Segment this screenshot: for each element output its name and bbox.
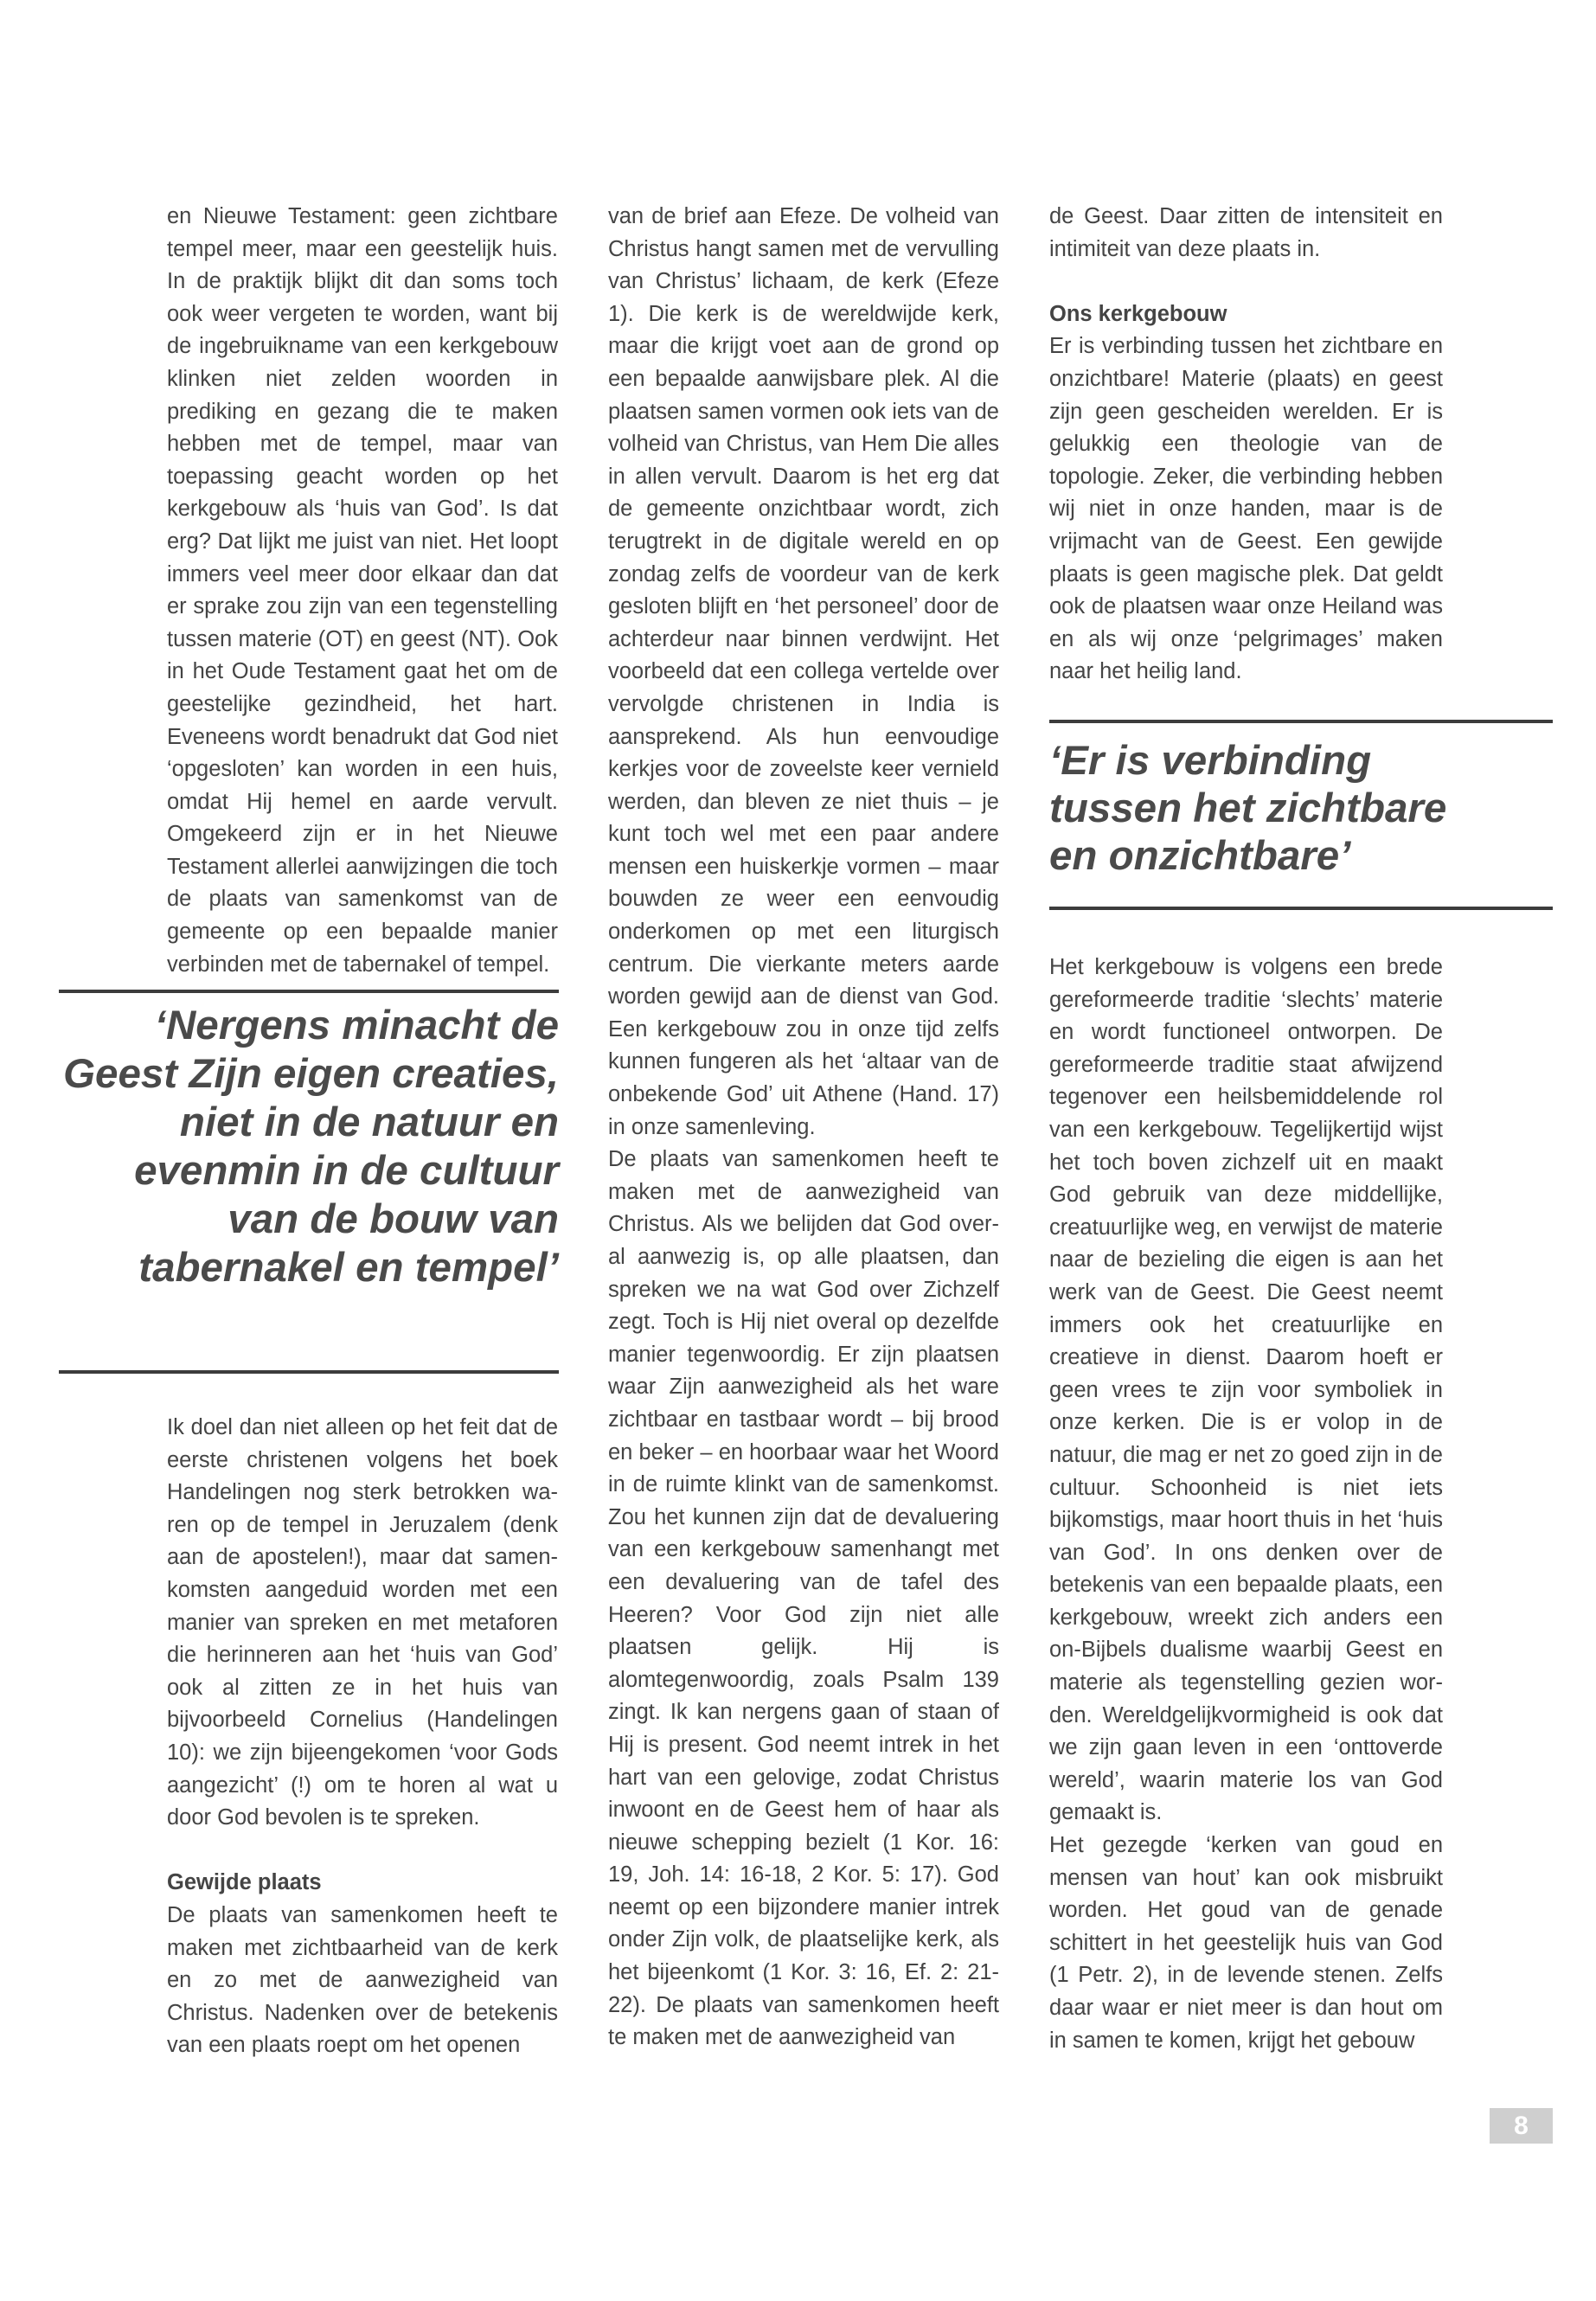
article-column-3-continued: [1049, 952, 1443, 2057]
article-column-2: [608, 201, 999, 2054]
section-heading: Ons kerkgebouw: [1049, 301, 1227, 326]
paragraph: Ik doel dan niet alleen op het feit dat de eerste christenen volgens het boek Handelingen nog sterk betrokken wa-ren op de tempel in Jeruzalem (denk aan de apostelen!), maar dat samen-komsten aangeduid worden met een manier van spreken en met metaforen die herinneren aan het ‘huis van God’ ook al zitten ze in het huis van bijvoorbeeld Cornelius (Handelingen 10): we zijn bijeengekomen ‘voor Gods aangezicht’ (!) om te horen al wat u door God bevolen is te spreken.: [167, 1415, 558, 1830]
paragraph: en Nieuwe Testament: geen zichtbare tempel meer, maar een geestelijk huis. In de praktijk blijkt dit dan soms toch ook weer vergeten te worden, want bij de ingebruikname van een kerkgebouw klinken niet zelden woorden in prediking en gezang die te maken hebben met de tempel, maar van toepassing geacht worden op het kerkgebouw als ‘huis van God’. Is dat erg? Dat lijkt me juist van niet. Het loopt immers veel meer door elkaar dan dat er sprake zou zijn van een tegenstelling tussen materie (OT) en geest (NT). Ook in het Oude Testament gaat het om de geestelijke gezindheid, het hart. Eveneens wordt benadrukt dat God niet ‘opgesloten’ kan worden in een huis, omdat Hij hemel en aarde vervult. Omgekeerd zijn er in het Nieuwe Testament allerlei aanwijzingen die toch de plaats van samenkomst van de gemeente op een bepaalde manier verbinden met de tabernakel of tempel.: [167, 204, 558, 977]
paragraph: Het gezegde ‘kerken van goud en mensen van hout’ kan ook misbruikt worden. Het goud van de genade schittert in het geestelijk huis van God (1 Petr. 2), in de levende stenen. Zelfs daar waar er niet meer is dan hout om in samen te komen, krijgt het gebouw: [1049, 1833, 1443, 2053]
quote-rule-bottom: [1049, 907, 1553, 910]
paragraph: De plaats van samenkomen heeft te maken met de aanwezigheid van Christus. Als we belijden dat God over-al aanwezig is, op alle plaatsen, dan spreken we na wat God over Zichzelf zegt. Toch is Hij niet overal op dezelfde manier tegenwoordig. Er zijn plaatsen waar Zijn aanwezigheid als het ware zichtbaar en tastbaar wordt – bij brood en beker – en hoorbaar waar het Woord in de ruimte klinkt van de samenkomst. Zou het kunnen zijn dat de devaluering van een kerkgebouw samenhangt met een devaluering van de tafel des Heeren? Voor God zijn niet alle plaatsen gelijk. Hij is alomtegenwoordig, zoals Psalm 139 zingt. Ik kan nergens gaan of staan of Hij is present. God neemt intrek in het hart van een gelovige, zodat Christus inwoont en de Geest hem of haar als nieuwe schepping bezielt (1 Kor. 16: 19, Joh. 14: 16-18, 2 Kor. 5: 17). God neemt op een bijzondere manier intrek onder Zijn volk, de plaatselijke kerk, als het bijeenkomt (1 Kor. 3: 16, Ef. 2: 21-22). De plaats van samenkomen heeft te maken met de aanwezigheid van: [608, 1147, 999, 2050]
article-column-1-continued: [167, 1412, 558, 2062]
section-heading: Gewijde plaats: [167, 1870, 322, 1895]
pull-quote: ‘Er is verbinding tussen het zichtbare en onzichtbare’: [1049, 738, 1447, 879]
article-column-3: [1049, 201, 1443, 689]
page-number: 8: [1490, 2108, 1553, 2144]
paragraph: de Geest. Daar zitten de intensiteit en intimiteit van deze plaats in.: [1049, 204, 1443, 261]
paragraph: Het kerkgebouw is volgens een brede gereformeerde traditie ‘slechts’ materie en wordt functioneel ontworpen. De gereformeerde traditie staat afwijzend tegenover een heilsbemiddelende rol van een kerkgebouw. Tegelijkertijd wijst het toch boven zichzelf uit en maakt God gebruik van deze middellijke, creatuurlijke weg, en verwijst de materie naar de bezieling die eigen is aan het werk van de Geest. Die Geest neemt immers ook het creatuurlijke en creatieve in dienst. Daarom hoeft er geen vrees te zijn voor symboliek in onze kerken. Die is er volop in de natuur, die mag er net zo goed zijn in de cultuur. Schoonheid is niet iets bijkomstigs, maar hoort thuis in het ‘huis van God’. In ons denken over de betekenis van een bepaalde plaats, een kerkgebouw, wreekt zich anders een on-Bijbels dualisme waarbij Geest en materie als tegenstelling gezien wor-den. Wereldgelijkvormigheid is ook dat we zijn gaan leven in een ‘onttoverde wereld’, waarin materie los van God gemaakt is.: [1049, 955, 1443, 1825]
paragraph: De plaats van samenkomen heeft te maken met zichtbaarheid van de kerk en zo met de aanwezigheid van Christus. Nadenken over de betekenis van een plaats roept om het openen: [167, 1902, 558, 2058]
pull-quote: ‘Nergens minacht de Geest Zijn eigen creaties, niet in de natuur en evenmin in de cultuur van de bouw van tabernakel en tempel’: [63, 1003, 559, 1291]
quote-rule-top: [1049, 720, 1553, 723]
quote-rule-top: [59, 990, 559, 993]
quote-rule-bottom: [59, 1370, 559, 1374]
paragraph: van de brief aan Efeze. De volheid van Christus hangt samen met de vervulling van Christus’ lichaam, de kerk (Efeze 1). Die kerk is de wereldwijde kerk, maar die krijgt voet aan de grond op een bepaalde aanwijsbare plek. Al die plaatsen samen vormen ook iets van de volheid van Christus, van Hem Die alles in allen vervult. Daarom is het erg dat de gemeente onzichtbaar wordt, zich terugtrekt in de digitale wereld en op zondag zelfs de voordeur van de kerk gesloten blijft en ‘het personeel’ door de achterdeur naar binnen verdwijnt. Het voorbeeld dat een collega vertelde over vervolgde christenen in India is aansprekend. Als hun eenvoudige kerkjes voor de zoveelste keer vernield werden, dan bleven ze niet thuis – je kunt toch wel met een paar andere mensen een huiskerkje vormen – maar bouwden ze weer een eenvoudig onderkomen op met een liturgisch centrum. Die vierkante meters aarde worden gewijd aan de dienst van God. Een kerkgebouw zou in onze tijd zelfs kunnen fungeren als het ‘altaar van de onbekende God’ uit Athene (Hand. 17) in onze samenleving.: [608, 204, 999, 1139]
article-column-1: [167, 201, 558, 981]
paragraph: Er is verbinding tussen het zichtbare en onzichtbare! Materie (plaats) en geest zijn geen gescheiden werelden. Er is gelukkig een theologie van de topologie. Zeker, die verbinding hebben wij niet in onze handen, maar is de vrijmacht van de Geest. Een gewijde plaats is geen magische plek. Dat geldt ook de plaatsen waar onze Heiland was en als wij onze ‘pelgrimages’ maken naar het heilig land.: [1049, 334, 1443, 684]
